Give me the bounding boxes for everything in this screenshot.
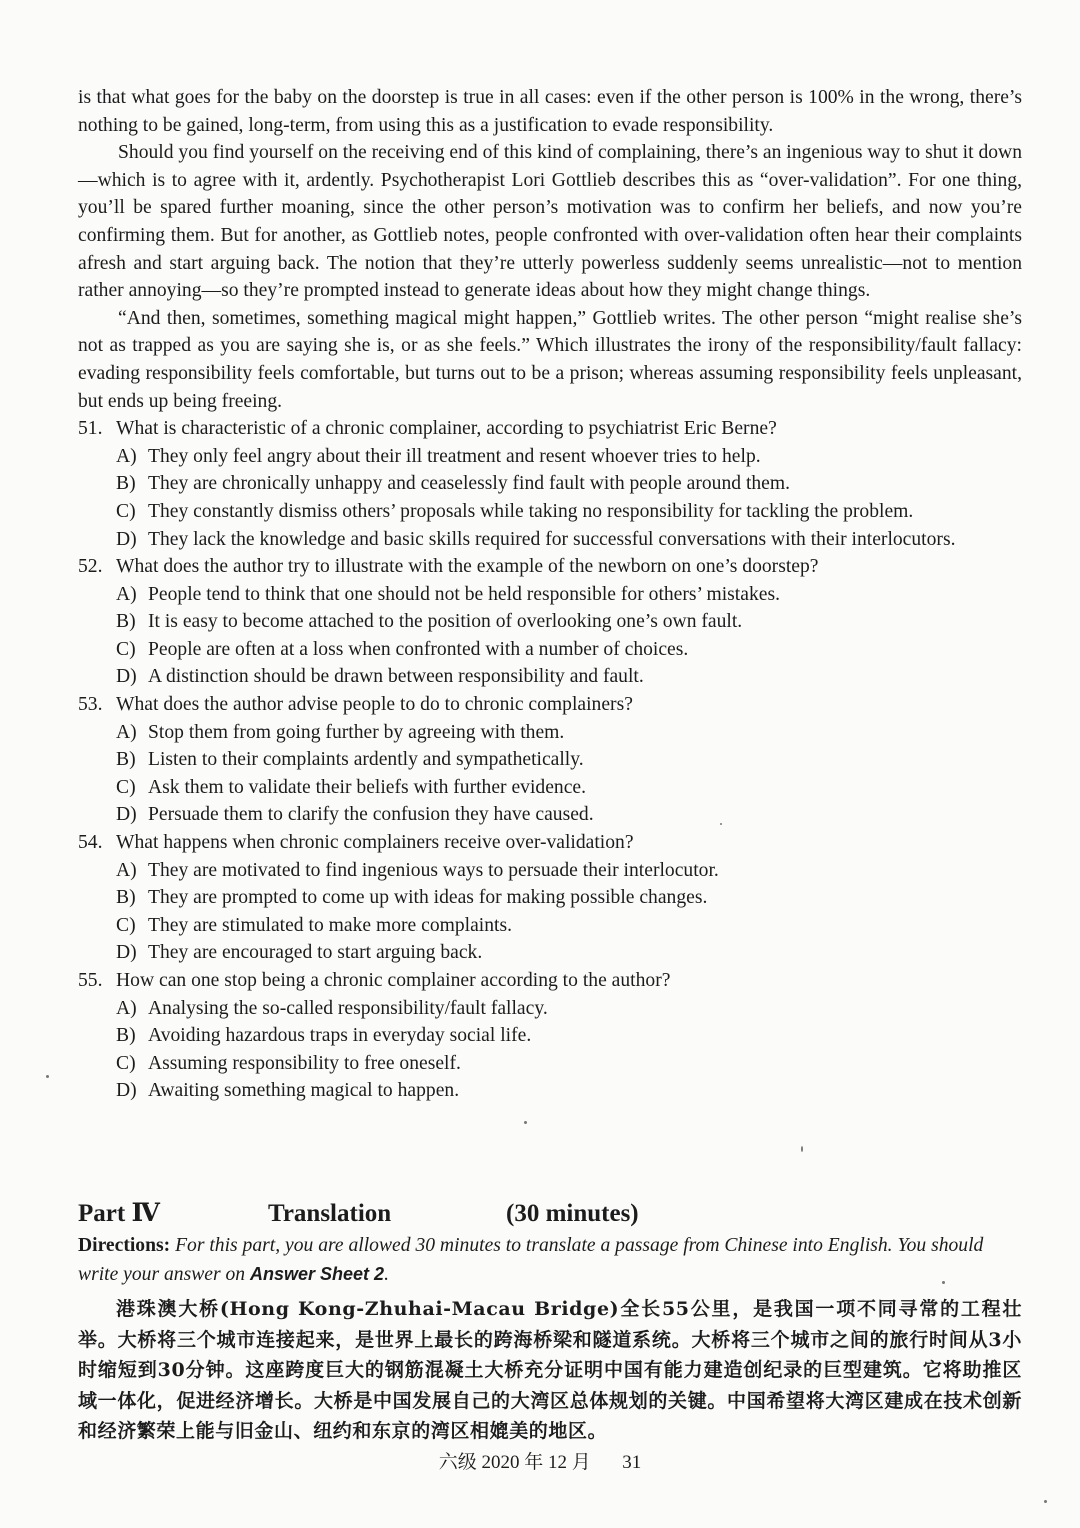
option-text: A distinction should be drawn between responsibility and fault. (148, 666, 644, 688)
answer-option (78, 498, 1022, 526)
question-number: 52. (78, 556, 103, 578)
passage-paragraph: Should you find yourself on the receiving end of this kind of complaining, there’s an ingenious way to shut it down—which is to agree with it, ardently. Psychotherapist Lori Gottlieb describes this as “over-validation”. For one thing, you’ll be spared further moaning, since the other person’s motivation was to confirm her beliefs, and now you’re confirming them. But for another, as Gottlieb notes, people confronted with over-validation often hear their complaints afresh and start arguing back. The notion that they’re utterly powerless suddenly seems unrealistic—not to mention rather annoying—so they’re prompted instead to generate ideas about how they might change things. (78, 142, 1022, 302)
answer-option (78, 581, 1022, 609)
answer-option (78, 636, 1022, 664)
option-letter: B) (116, 473, 136, 495)
question-text: What does the author advise people to do to chronic complainers? (116, 694, 633, 716)
option-text: They are stimulated to make more complaints. (148, 914, 513, 936)
option-text: They are motivated to find ingenious ways to persuade their interlocutor. (148, 859, 719, 881)
question-text: How can one stop being a chronic complainer according to the author? (116, 970, 671, 991)
option-letter: A) (116, 583, 137, 605)
directions (78, 1232, 1022, 1289)
option-letter: D) (116, 666, 137, 688)
answer-option (78, 857, 1022, 885)
question-number: 54. (78, 832, 103, 854)
question-number: 55. (78, 970, 103, 991)
option-text: They lack the knowledge and basic skills required for successful conversations with their interlocutors. (148, 528, 956, 550)
option-text: Analysing the so-called responsibility/fault fallacy. (148, 997, 548, 1019)
scan-speck (46, 1075, 49, 1078)
part-label: Part Ⅳ (78, 1200, 160, 1227)
scan-speck (942, 1281, 945, 1284)
directions-end: . (384, 1264, 389, 1285)
answer-sheet-ref: Answer Sheet 2 (250, 1264, 385, 1284)
question-53 (78, 691, 1022, 829)
question-stem (78, 553, 1022, 581)
option-text: They are chronically unhappy and ceaselessly find fault with people around them. (148, 473, 791, 495)
option-letter: A) (116, 859, 137, 881)
directions-label: Directions: (78, 1235, 171, 1256)
passage-paragraph: is that what goes for the baby on the doorstep is true in all cases: even if the other person is 100% in the wrong, there’s nothing to be gained, long-term, from using this as a justification to evade responsibility. (78, 87, 1022, 136)
option-letter: A) (116, 997, 137, 1019)
question-stem (78, 691, 1022, 719)
option-letter: D) (116, 528, 137, 550)
question-51 (78, 415, 1022, 553)
option-text: They are encouraged to start arguing back. (148, 942, 483, 964)
question-stem (78, 829, 1022, 857)
answer-option (78, 912, 1022, 940)
option-text: Persuade them to clarify the confusion they have caused. (148, 804, 594, 826)
answer-option (78, 939, 1022, 967)
option-letter: B) (116, 749, 136, 771)
option-letter: B) (116, 887, 136, 909)
answer-option (78, 526, 1022, 554)
option-text: People are often at a loss when confronted with a number of choices. (148, 638, 689, 660)
answer-option (78, 470, 1022, 498)
answer-option (78, 608, 1022, 636)
option-letter: B) (116, 1025, 136, 1047)
answer-option (78, 1022, 1022, 1050)
question-text: What happens when chronic complainers receive over-validation? (116, 832, 634, 854)
question-number: 53. (78, 694, 103, 716)
option-letter: A) (116, 445, 137, 467)
passage-paragraph: “And then, sometimes, something magical might happen,” Gottlieb writes. The other person “might realise she’s not as trapped as you are saying she is, or as she feels.” Which illustrates the irony of the responsibility/fault fallacy: evading responsibility feels comfortable, but turns out to be a prison; whereas assuming responsibility feels unpleasant, but ends up being freeing. (78, 307, 1022, 412)
directions-text: For this part, you are allowed 30 minutes to translate a passage from Chinese into English. You should write your answer on (78, 1235, 984, 1285)
question-stem (78, 415, 1022, 443)
option-text: Awaiting something magical to happen. (148, 1080, 460, 1102)
answer-option (78, 801, 1022, 829)
section-title: Translation (268, 1200, 392, 1227)
page-number: 31 (622, 1452, 642, 1473)
option-letter: D) (116, 942, 137, 964)
option-letter: B) (116, 611, 136, 633)
answer-option (78, 995, 1022, 1023)
option-letter: C) (116, 914, 136, 936)
option-letter: C) (116, 776, 136, 798)
question-stem (78, 967, 1022, 995)
option-text: They constantly dismiss others’ proposals while taking no responsibility for tackling the problem. (148, 500, 914, 522)
scan-speck (524, 1121, 527, 1124)
option-letter: C) (116, 1052, 136, 1074)
option-text: It is easy to become attached to the position of overlooking one’s own fault. (148, 611, 743, 633)
question-text: What is characteristic of a chronic complainer, according to psychiatrist Eric Berne? (116, 418, 777, 440)
answer-option (78, 663, 1022, 691)
question-52 (78, 553, 1022, 691)
option-text: Stop them from going further by agreeing with them. (148, 721, 565, 743)
time-limit: (30 minutes) (506, 1200, 639, 1227)
answer-option (78, 443, 1022, 471)
answer-option (78, 1050, 1022, 1078)
option-text: They only feel angry about their ill treatment and resent whoever tries to help. (148, 445, 761, 467)
option-letter: A) (116, 721, 137, 743)
question-number: 51. (78, 418, 103, 440)
option-text: People tend to think that one should not be held responsible for others’ mistakes. (148, 583, 780, 605)
answer-option (78, 1077, 1022, 1105)
question-54 (78, 829, 1022, 967)
part-header (78, 1196, 1022, 1232)
option-letter: D) (116, 804, 137, 826)
answer-option (78, 774, 1022, 802)
exam-label: 六级 2020 年 12 月 (438, 1452, 591, 1473)
option-text: Ask them to validate their beliefs with further evidence. (148, 776, 586, 798)
option-text: Listen to their complaints ardently and sympathetically. (148, 749, 584, 771)
answer-option (78, 719, 1022, 747)
scan-speck (1044, 1500, 1047, 1503)
question-text: What does the author try to illustrate with the example of the newborn on one’s doorstep? (116, 556, 819, 578)
question-list (78, 415, 1022, 1105)
answer-option (78, 746, 1022, 774)
question-55 (78, 967, 1022, 1105)
scan-speck (720, 823, 722, 825)
answer-option (78, 884, 1022, 912)
reading-passage (78, 84, 1022, 415)
option-letter: D) (116, 1080, 137, 1102)
option-letter: C) (116, 500, 136, 522)
option-letter: C) (116, 638, 136, 660)
option-text: Assuming responsibility to free oneself. (148, 1052, 461, 1074)
option-text: They are prompted to come up with ideas for making possible changes. (148, 887, 708, 909)
option-text: Avoiding hazardous traps in everyday social life. (148, 1025, 532, 1047)
page-footer (0, 1450, 1080, 1476)
scan-speck (801, 1146, 803, 1152)
reading-section (78, 84, 1022, 1105)
translation-passage: 港珠澳大桥(Hong Kong-Zhuhai-Macau Bridge)全长55公里，是我国一项不同寻常的工程壮举。大桥将三个城市连接起来，是世界上最长的跨海桥梁和隧道系统。大桥将三个城市之间的旅行时间从3小时缩短到30分钟。这座跨度巨大的钢筋混凝土大桥充分证明中国有能力建造创纪录的巨型建筑。它将助推区域一体化，促进经济增长。大桥是中国发展自己的大湾区总体规划的关键。中国希望将大湾区建成在技术创新和经济繁荣上能与旧金山、纽约和东京的湾区相媲美的地区。 (78, 1298, 1022, 1442)
